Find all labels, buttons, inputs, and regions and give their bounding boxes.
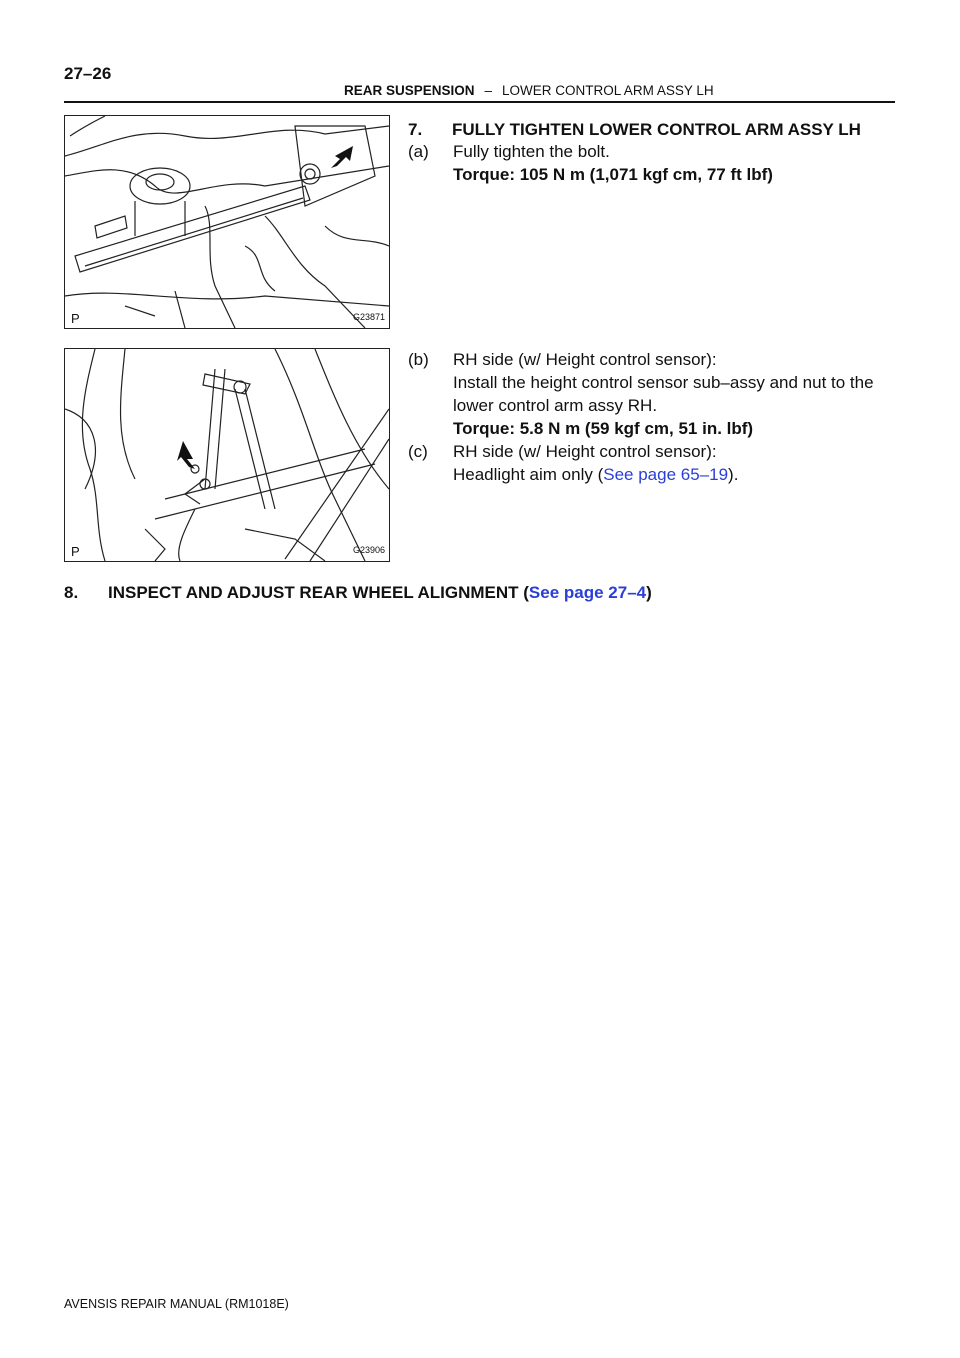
see-page-27-4-link[interactable]: See page 27–4 [528, 583, 647, 602]
header-title [344, 83, 714, 98]
step-7c-line2 [453, 463, 738, 486]
figure-g23906 [64, 348, 390, 562]
header-separator: – [484, 83, 493, 98]
step-8-title-pre: INSPECT AND ADJUST REAR WHEEL ALIGNMENT ( [108, 583, 529, 602]
step-8-number: 8. [64, 583, 79, 602]
step-7b-line2: Install the height control sensor sub–assy and nut to the [453, 373, 874, 392]
step-8-title [108, 581, 652, 604]
step-7a-torque: Torque: 105 N m (1,071 kgf cm, 77 ft lbf) [453, 165, 773, 184]
figure-label: P [71, 311, 80, 326]
page-number: 27–26 [64, 64, 112, 83]
suspension-illustration-1 [65, 116, 389, 328]
figure-code: G23906 [352, 545, 385, 555]
footer-manual-id: AVENSIS REPAIR MANUAL (RM1018E) [64, 1297, 289, 1311]
figure-label: P [71, 544, 80, 559]
step-7-title: FULLY TIGHTEN LOWER CONTROL ARM ASSY LH [452, 120, 861, 139]
see-page-65-19-link[interactable]: See page 65–19 [603, 465, 729, 484]
header-rule [64, 101, 895, 103]
step-7c-line2-post: ). [728, 465, 739, 484]
header-subsection: LOWER CONTROL ARM ASSY LH [502, 83, 714, 98]
step-7-number: 7. [408, 120, 423, 139]
step-7c-label: (c) [408, 442, 428, 461]
step-7b-line3: lower control arm assy RH. [453, 396, 658, 415]
figure-g23871 [64, 115, 390, 329]
step-7a-text: Fully tighten the bolt. [453, 142, 610, 161]
figure-code: G23871 [352, 312, 385, 322]
step-7a-label: (a) [408, 142, 429, 161]
step-7b-text: RH side (w/ Height control sensor): [453, 350, 717, 369]
suspension-illustration-2 [65, 349, 389, 561]
header-section: REAR SUSPENSION [344, 83, 475, 98]
step-7b-label: (b) [408, 350, 429, 369]
step-7c-text: RH side (w/ Height control sensor): [453, 442, 717, 461]
step-8-title-post: ) [646, 583, 652, 602]
step-7c-line2-pre: Headlight aim only ( [453, 465, 604, 484]
step-7b-torque: Torque: 5.8 N m (59 kgf cm, 51 in. lbf) [453, 419, 754, 438]
